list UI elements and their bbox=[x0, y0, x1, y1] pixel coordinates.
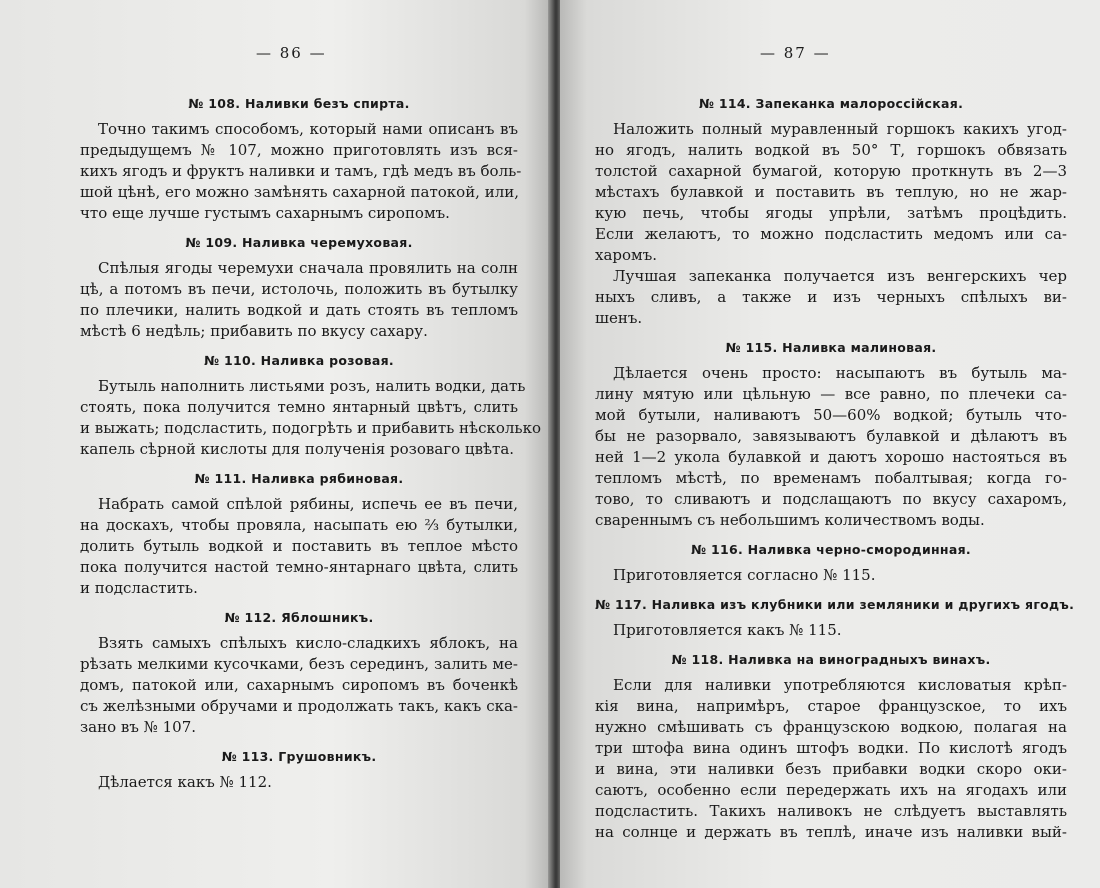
text-line: нужно смѣшивать съ французскою водкою, полагая на bbox=[595, 718, 1067, 736]
text-line: рѣзать мелкими кусочками, безъ серединъ, залить ме- bbox=[80, 655, 518, 673]
text-line: шой цѣнѣ, его можно замѣнять сахарной патокой, или, bbox=[80, 183, 520, 201]
text-line: и вина, эти наливки безъ прибавки водки скоро оки- bbox=[595, 760, 1067, 778]
text-line: Точно такимъ способомъ, который нами описанъ въ bbox=[98, 120, 518, 138]
text-line: Если для наливки употребляются кисловатыя крѣп- bbox=[613, 676, 1067, 694]
text-line: домъ, патокой или, сахарнымъ сиропомъ въ боченкѣ bbox=[80, 676, 518, 694]
text-line: и выжать; подсластить, подогрѣть и прибавить нѣсколько bbox=[80, 419, 542, 437]
text-line: мѣстѣ 6 недѣль; прибавить по вкусу сахару. bbox=[80, 322, 428, 340]
recipe-heading: № 118. Наливка на виноградныхъ винахъ. bbox=[671, 652, 991, 667]
recipe-heading: № 115. Наливка малиновая. bbox=[725, 340, 937, 355]
text-line: кую печь, чтобы ягоды упрѣли, затѣмъ процѣдить. bbox=[595, 204, 1067, 222]
text-line: на доскахъ, чтобы провяла, насыпать ею ⅔ бутылки, bbox=[80, 516, 518, 534]
text-line: Набрать самой спѣлой рябины, испечь ее въ печи, bbox=[98, 495, 518, 513]
text-line: что еще лучше густымъ сахарнымъ сиропомъ. bbox=[80, 204, 450, 222]
text-line: капель сѣрной кислоты для полученія розоваго цвѣта. bbox=[80, 440, 515, 458]
text-line: пока получится настой темно-янтарнаго цвѣта, слить bbox=[80, 558, 518, 576]
text-line: Дѣлается очень просто: насыпаютъ въ бутыль ма- bbox=[613, 364, 1067, 382]
recipe-heading: № 111. Наливка рябиновая. bbox=[194, 471, 404, 486]
recipe-111 bbox=[80, 471, 518, 599]
recipe-heading: № 110. Наливка розовая. bbox=[204, 353, 394, 368]
text-line: Бутыль наполнить листьями розъ, налить водки, дать bbox=[98, 377, 526, 395]
text-line: Наложить полный муравленный горшокъ какихъ угод- bbox=[613, 120, 1067, 138]
recipe-116 bbox=[595, 542, 1067, 586]
recipe-heading: № 116. Наливка черно-смородинная. bbox=[691, 542, 971, 557]
recipe-109 bbox=[80, 235, 518, 342]
text-line: цѣ, а потомъ въ печи, истолочь, положить въ бутылку bbox=[80, 280, 518, 298]
recipe-114 bbox=[595, 96, 1067, 329]
page-content bbox=[595, 96, 1075, 854]
recipe-heading: № 117. Наливка изъ клубники или земляники и другихъ ягодъ. bbox=[595, 597, 1075, 612]
text-line: мой бутыли, наливаютъ 50—60% водкой; бутыль что- bbox=[595, 406, 1067, 424]
recipe-108 bbox=[80, 96, 522, 224]
page-number: — 86 — bbox=[256, 44, 327, 62]
recipe-115 bbox=[595, 340, 1067, 531]
text-line: саютъ, особенно если передержать ихъ на ягодахъ или bbox=[595, 781, 1067, 799]
text-line: кихъ ягодъ и фруктъ наливки и тамъ, гдѣ медъ въ боль- bbox=[80, 162, 522, 180]
text-line: тово, то сливаютъ и подслащаютъ по вкусу сахаромъ, bbox=[595, 490, 1067, 508]
text-line: Взять самыхъ спѣлыхъ кисло-сладкихъ яблокъ, на bbox=[98, 634, 518, 652]
text-line: долить бутыль водкой и поставить въ теплое мѣсто bbox=[80, 537, 518, 555]
text-line: харомъ. bbox=[595, 246, 658, 264]
recipe-heading: № 109. Наливка черемуховая. bbox=[185, 235, 413, 250]
text-line: Лучшая запеканка получается изъ венгерскихъ чер bbox=[613, 267, 1067, 285]
text-line: Дѣлается какъ № 112. bbox=[98, 773, 272, 791]
text-line: стоять, пока получится темно янтарный цвѣтъ, слить bbox=[80, 398, 518, 416]
text-line: Приготовляется согласно № 115. bbox=[613, 566, 876, 584]
recipe-113 bbox=[80, 749, 518, 793]
text-line: мѣстахъ булавкой и поставить въ теплую, но не жар- bbox=[595, 183, 1067, 201]
recipe-110 bbox=[80, 353, 542, 460]
text-line: ныхъ сливъ, а также и изъ черныхъ спѣлыхъ ви- bbox=[595, 288, 1067, 306]
recipe-118 bbox=[595, 652, 1067, 843]
text-line: толстой сахарной бумагой, которую проткнуть въ 2—3 bbox=[595, 162, 1067, 180]
text-line: бы не разорвало, завязываютъ булавкой и дѣлаютъ въ bbox=[595, 427, 1067, 445]
recipe-heading: № 113. Грушовникъ. bbox=[221, 749, 377, 764]
text-line: Если желаютъ, то можно подсластить медомъ или са- bbox=[595, 225, 1067, 243]
text-line: подсластить. Такихъ наливокъ не слѣдуетъ выставлять bbox=[595, 802, 1067, 820]
text-line: Приготовляется какъ № 115. bbox=[613, 621, 842, 639]
text-line: свареннымъ съ небольшимъ количествомъ воды. bbox=[595, 511, 985, 529]
recipe-112 bbox=[80, 610, 518, 738]
text-line: тепломъ мѣстѣ, по временамъ побалтывая; когда го- bbox=[595, 469, 1067, 487]
recipe-heading: № 112. Яблошникъ. bbox=[224, 610, 374, 625]
recipe-heading: № 114. Запеканка малороссійская. bbox=[698, 96, 964, 111]
right-page bbox=[560, 0, 1100, 888]
text-line: предыдущемъ № 107, можно приготовлять изъ вся- bbox=[80, 141, 518, 159]
text-line: по плечики, налить водкой и дать стоять въ тепломъ bbox=[80, 301, 518, 319]
page-number: — 87 — bbox=[760, 44, 831, 62]
text-line: три штофа вина одинъ штофъ водки. По кислотѣ ягодъ bbox=[595, 739, 1067, 757]
text-line: лину мятую или цѣльную — все равно, по плечеки са- bbox=[595, 385, 1067, 403]
text-line: съ желѣзными обручами и продолжать такъ, какъ ска- bbox=[80, 697, 518, 715]
text-line: Спѣлыя ягоды черемухи сначала провялить на солн bbox=[98, 259, 518, 277]
text-line: зано въ № 107. bbox=[80, 718, 197, 736]
page-content bbox=[80, 96, 542, 804]
recipe-heading: № 108. Наливки безъ спирта. bbox=[188, 96, 410, 111]
text-line: но ягодъ, налить водкой въ 50° Т, горшокъ обвязать bbox=[595, 141, 1067, 159]
text-line: на солнце и держать въ теплѣ, иначе изъ наливки вый- bbox=[595, 823, 1067, 841]
text-line: шенъ. bbox=[595, 309, 643, 327]
recipe-117 bbox=[595, 597, 1075, 641]
text-line: ней 1—2 укола булавкой и даютъ хорошо настояться въ bbox=[595, 448, 1067, 466]
text-line: и подсластить. bbox=[80, 579, 198, 597]
text-line: кія вина, напримѣръ, старое французское, то ихъ bbox=[595, 697, 1067, 715]
